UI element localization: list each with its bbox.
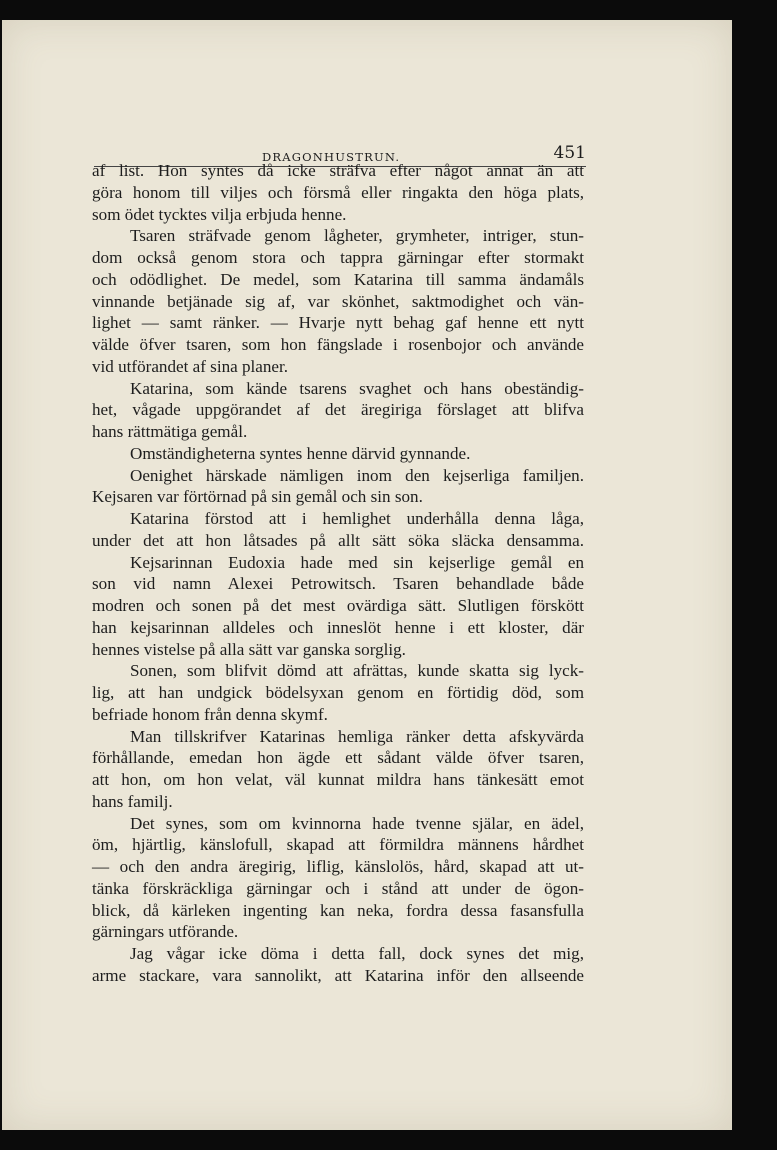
text-line: förhållande, emedan hon ägde ett sådant välde öfver tsaren, [92, 748, 584, 768]
text-line: som ödet tycktes vilja erbjuda henne. [92, 204, 347, 224]
text-line: och odödlighet. De medel, som Katarina till samma ändamåls [92, 269, 584, 289]
text-line: öm, hjärtlig, känslofull, skapad att förmildra männens hårdhet [92, 835, 584, 855]
text-line: han kejsarinnan alldeles och inneslöt henne i ett kloster, där [92, 617, 584, 637]
running-title: DRAGONHUSTRUN. [262, 150, 401, 164]
text-line: Katarina, som kände tsarens svaghet och hans obeständig- [130, 378, 584, 398]
text-line: arme stackare, vara sannolikt, att Katarina inför den allseende [92, 965, 584, 985]
text-line: son vid namn Alexei Petrowitsch. Tsaren behandlade både [92, 574, 584, 594]
text-line: Jag vågar icke döma i detta fall, dock synes det mig, [130, 944, 584, 963]
text-line: — och den andra äregirig, liflig, känslolös, hård, skapad att ut- [92, 857, 584, 876]
text-line: Det synes, som om kvinnorna hade tvenne själar, en ädel, [130, 813, 584, 833]
text-line: Kejsarinnan Eudoxia hade med sin kejserlige gemål en [130, 552, 584, 572]
text-line: Kejsaren var förtörnad på sin gemål och sin son. [92, 487, 423, 507]
text-line: hennes vistelse på alla sätt var ganska sorglig. [92, 639, 406, 659]
text-line: lighet — samt ränker. — Hvarje nytt behag gaf henne ett nytt [92, 313, 584, 333]
text-line: göra honom till viljes och försmå eller ringakta den höga plats, [92, 182, 584, 202]
text-line: att hon, om hon velat, väl kunnat mildra hans tänkesätt emot [92, 770, 584, 789]
text-line: hans rättmätiga gemål. [92, 422, 248, 441]
text-line: Oenighet härskade nämligen inom den kejserliga familjen. [130, 465, 584, 485]
text-line: blick, då kärleken ingenting kan neka, fordra dessa fasansfulla [92, 900, 584, 920]
body-text [92, 160, 584, 987]
text-line: tänka förskräckliga gärningar och i stånd att under de ögon- [92, 878, 584, 898]
text-line: gärningars utförande. [92, 922, 239, 942]
text-line: het, vågade uppgörandet af det äregiriga förslaget att blifva [92, 400, 584, 420]
page-number: 451 [553, 143, 586, 163]
text-line: hans familj. [92, 791, 173, 811]
text-line: vinnande betjänade sig af, var skönhet, saktmodighet och vän- [92, 291, 584, 311]
text-line: lig, att han undgick bödelsyxan genom en förtidig död, som [92, 683, 584, 702]
text-line: Katarina förstod att i hemlighet underhålla denna låga, [130, 509, 584, 528]
text-line: Tsaren sträfvade genom lågheter, grymheter, intriger, stun- [130, 226, 584, 246]
text-line: under det att hon låtsades på allt sätt söka släcka densamma. [92, 530, 584, 550]
text-line: välde öfver tsaren, som hon fängslade i rosenbojor och använde [92, 335, 584, 354]
text-line: Omständigheterna syntes henne därvid gynnande. [130, 443, 471, 463]
text-line: dom också genom stora och tappra gärningar efter stormakt [92, 248, 584, 267]
text-line: modren och sonen på det mest ovärdiga sätt. Slutligen förskött [92, 596, 584, 615]
text-line: vid utförandet af sina planer. [92, 356, 289, 376]
text-line: af list. Hon syntes då icke sträfva efter något annat än att [92, 161, 584, 180]
text-line: Man tillskrifver Katarinas hemliga ränker detta afskyvärda [130, 726, 584, 746]
text-line: befriade honom från denna skymf. [92, 704, 328, 724]
text-line: Sonen, som blifvit dömd att afrättas, kunde skatta sig lyck- [130, 661, 584, 681]
